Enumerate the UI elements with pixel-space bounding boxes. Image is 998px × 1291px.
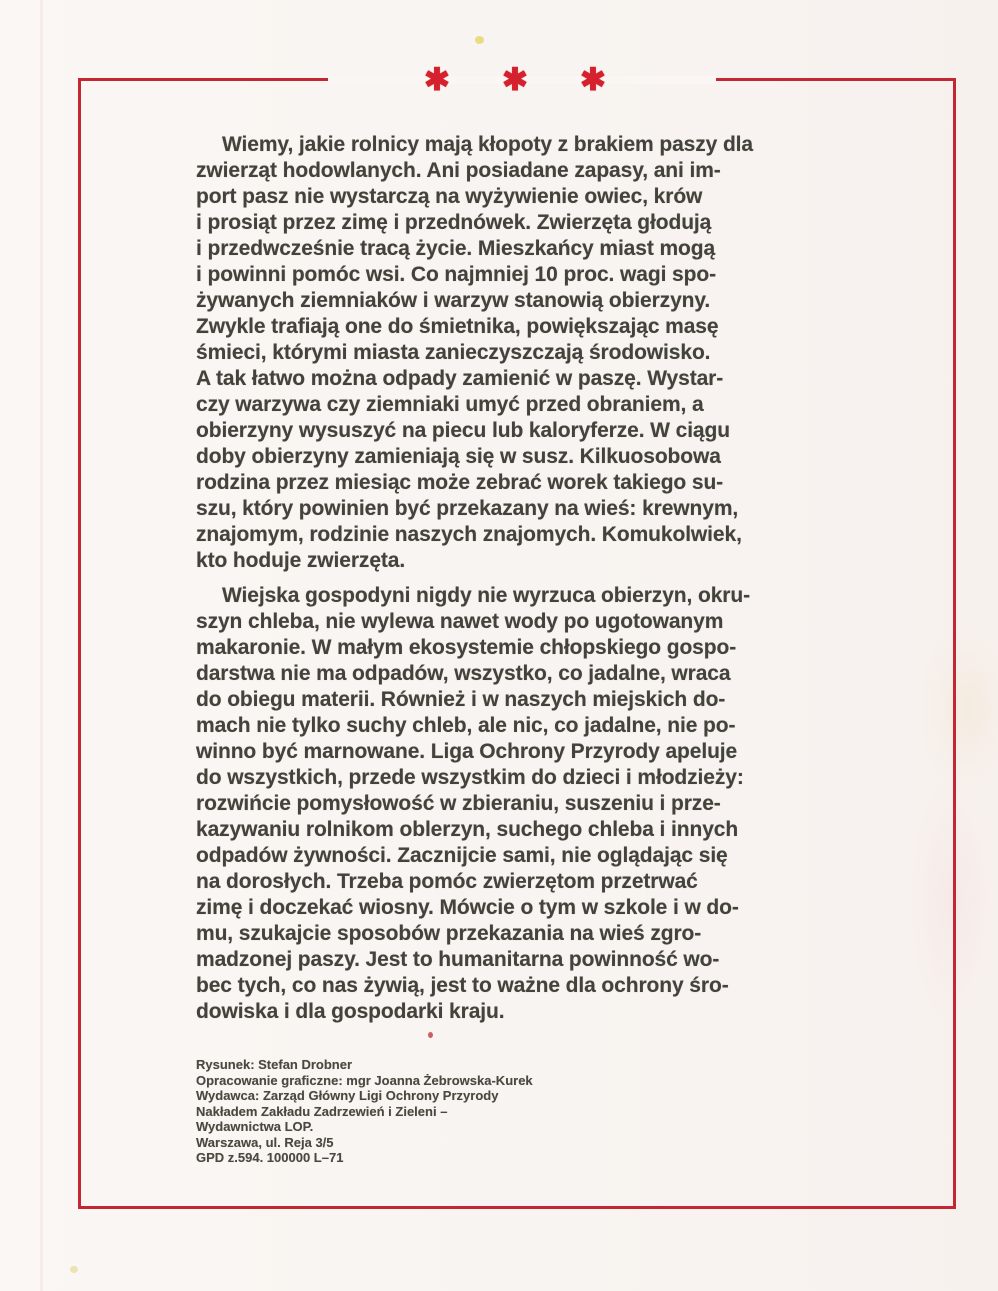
text-line: mu, szukajcie sposobów przekazania na wieś zgro- [196,922,702,945]
asterisk-icon: ✱ [501,62,528,97]
text-line: rozwińcie pomysłowość w zbieraniu, suszeniu i prze- [196,792,721,815]
text-line: Rysunek: Stefan Drobner [196,1057,353,1072]
text-line: zwierząt hodowlanych. Ani posiadane zapasy, ani im- [196,159,721,182]
text-line: znajomym, rodzinie naszych znajomych. Komukolwiek, [196,523,742,546]
text-line: Wiemy, jakie rolnicy mają kłopoty z brakiem paszy dla [222,133,754,156]
text-line: madzonej paszy. Jest to humanitarna powinność wo- [196,948,720,971]
text-line: dowiska i dla gospodarki kraju. [196,1000,505,1023]
text-line: port pasz nie wystarczą na wyżywienie owiec, krów [196,185,703,208]
text-line: zimę i doczekać wiosny. Mówcie o tym w szkole i w do- [196,896,739,919]
ornament-asterisk-row [424,63,606,97]
text-line: Opracowanie graficzne: mgr Joanna Żebrowska-Kurek [196,1072,533,1088]
paragraph-2 [196,583,856,1025]
text-line: winno być marnowane. Liga Ochrony Przyrody apeluje [196,740,738,763]
body-text [196,132,856,1025]
text-line: Wydawca: Zarząd Główny Ligi Ochrony Przyrody [196,1088,499,1103]
text-line: i przedwcześnie tracą życie. Mieszkańcy miast mogą [196,237,716,260]
paragraph-1 [196,132,856,574]
text-line: rodzina przez miesiąc może zebrać worek takiego su- [196,471,724,494]
text-line: kto hoduje zwierzęta. [196,549,406,572]
text-line: makaronie. W małym ekosystemie chłopskiego gospo- [196,636,737,659]
text-line: Wydawnictwa LOP. [196,1119,314,1134]
text-line: odpadów żywności. Zacznijcie sami, nie oglądając się [196,844,728,867]
text-line: mach nie tylko suchy chleb, ale nic, co jadalne, nie po- [196,714,736,737]
text-line: czy warzywa czy ziemniaki umyć przed obraniem, a [196,393,704,416]
scan-speck [70,1266,78,1273]
text-line: kazywaniu rolnikom oblerzyn, suchego chleba i innych [196,818,739,841]
scan-speck [475,36,484,44]
text-line: bec tych, co nas żywią, jest to ważne dla ochrony śro- [196,974,729,997]
scan-speck [428,1032,433,1038]
text-line: na dorosłych. Trzeba pomóc zwierzętom przetrwać [196,870,698,893]
text-line: Zwykle trafiają one do śmietnika, powiększając masę [196,315,719,338]
text-line: Warszawa, ul. Reja 3/5 [196,1134,334,1150]
text-line: szyn chleba, nie wylewa nawet wody po ugotowanym [196,610,724,633]
text-line: Nakładem Zakładu Zadrzewień i Zieleni – [196,1103,448,1119]
text-line: do obiegu materii. Również i w naszych miejskich do- [196,688,726,711]
text-line: szu, który powinien być przekazany na wieś: krewnym, [196,497,739,520]
text-line: A tak łatwo można odpady zamienić w paszę. Wystar- [196,367,724,390]
text-line: doby obierzyny zamieniają się w susz. Kilkuosobowa [196,445,721,468]
text-line: żywanych ziemniaków i warzyw stanowią obierzyny. [196,289,711,312]
credits-block [196,1057,533,1166]
text-line: i powinni pomóc wsi. Co najmniej 10 proc. wagi spo- [196,263,716,286]
asterisk-icon: ✱ [579,62,606,97]
asterisk-icon: ✱ [424,62,450,97]
text-line: do wszystkich, przede wszystkim do dzieci i młodzieży: [196,766,744,789]
text-line: i prosiąt przez zimę i przednówek. Zwierzęta głodują [196,211,712,234]
text-line: śmieci, którymi miasta zanieczyszczają środowisko. [196,341,711,364]
text-line: Wiejska gospodyni nigdy nie wyrzuca obierzyn, okru- [222,584,750,607]
text-line: obierzyny wysuszyć na piecu lub kaloryferze. W ciągu [196,419,730,442]
scan-crease [40,0,43,1291]
text-line: GPD z.594. 100000 L–71 [196,1150,344,1165]
text-line: darstwa nie ma odpadów, wszystko, co jadalne, wraca [196,662,731,685]
